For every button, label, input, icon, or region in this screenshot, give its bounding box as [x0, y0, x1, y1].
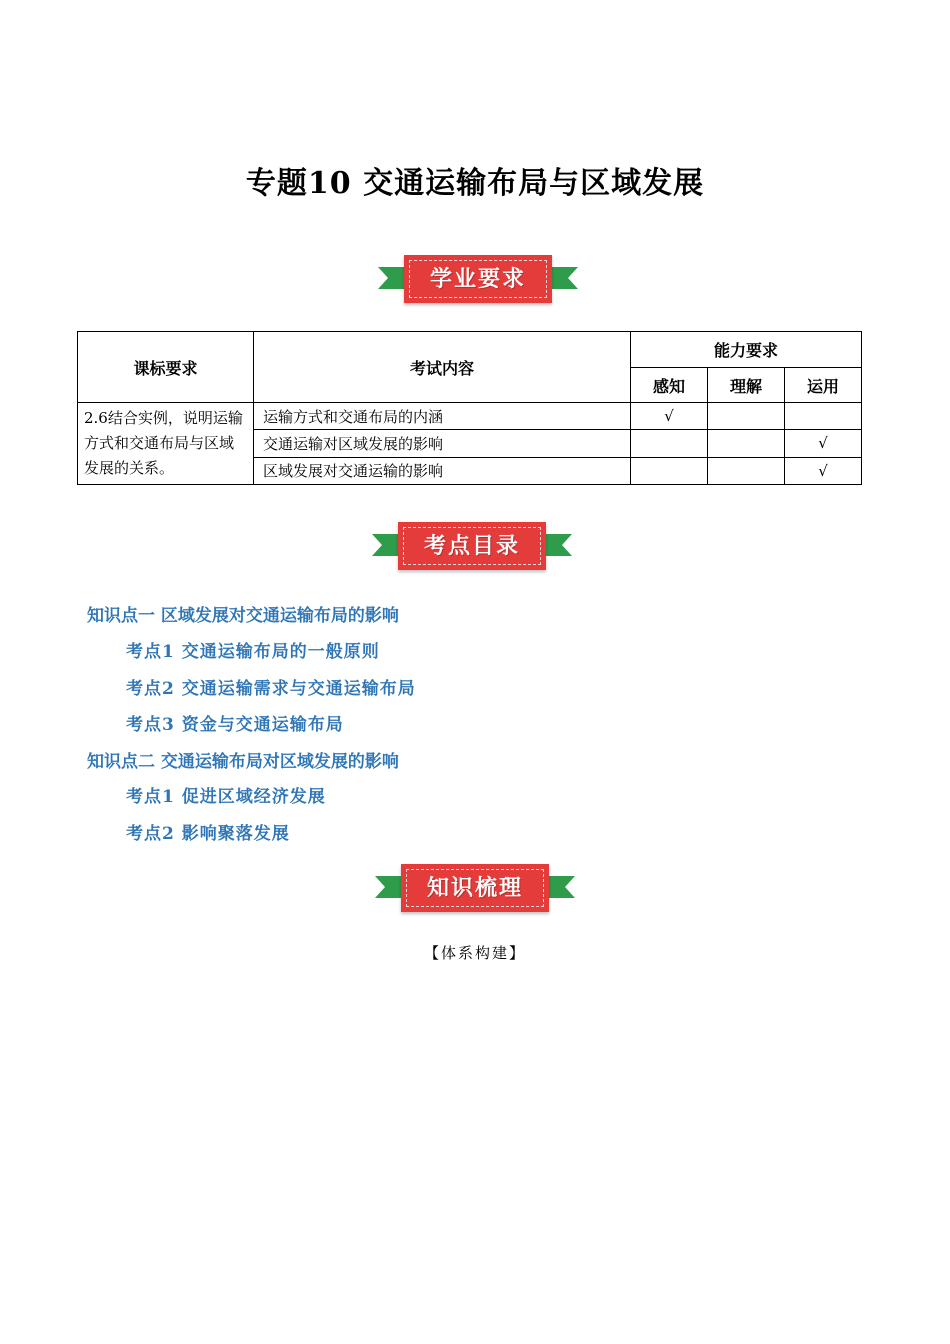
toc-knowledge-point-1[interactable]: 知识点一 区域发展对交通运输布局的影响	[87, 606, 399, 626]
standard-cell: 2.6结合实例，说明运输方式和交通布局与区域发展的关系。	[78, 403, 254, 485]
apply-cell: √	[785, 430, 862, 457]
understand-cell	[708, 403, 785, 430]
banner-label: 考点目录	[423, 534, 520, 559]
content-cell: 交通运输对区域发展的影响	[254, 430, 631, 457]
banner-label: 学业要求	[429, 267, 526, 292]
content-cell: 区域发展对交通运输的影响	[254, 457, 631, 484]
apply-cell	[785, 403, 862, 430]
header-standard: 课标要求	[78, 332, 254, 403]
header-content: 考试内容	[254, 332, 631, 403]
toc-exam-point[interactable]: 考点2 影响聚落发展	[126, 824, 290, 844]
toc-knowledge-point-2[interactable]: 知识点二 交通运输布局对区域发展的影响	[87, 752, 399, 772]
header-ability: 能力要求	[631, 332, 862, 368]
understand-cell	[708, 430, 785, 457]
header-apply: 运用	[785, 368, 862, 403]
apply-cell: √	[785, 457, 862, 484]
perceive-cell: √	[631, 403, 708, 430]
system-construction-label: 【体系构建】	[423, 944, 526, 962]
header-understand: 理解	[708, 368, 785, 403]
banner-box	[401, 864, 549, 912]
toc-exam-point[interactable]: 考点3 资金与交通运输布局	[126, 715, 344, 735]
page-title: 专题10 交通运输布局与区域发展	[245, 166, 705, 201]
banner-label: 知识梳理	[426, 876, 523, 901]
content-cell: 运输方式和交通布局的内涵	[254, 403, 631, 430]
toc-exam-point[interactable]: 考点2 交通运输需求与交通运输布局	[126, 679, 416, 699]
toc-exam-point[interactable]: 考点1 交通运输布局的一般原则	[126, 642, 380, 662]
perceive-cell	[631, 430, 708, 457]
banner-requirements	[378, 255, 578, 303]
requirements-table	[77, 331, 862, 485]
table-row	[78, 403, 862, 430]
toc-exam-point[interactable]: 考点1 促进区域经济发展	[126, 787, 326, 807]
header-perceive: 感知	[631, 368, 708, 403]
perceive-cell	[631, 457, 708, 484]
banner-box	[398, 522, 546, 570]
understand-cell	[708, 457, 785, 484]
banner-knowledge	[375, 864, 575, 912]
banner-box	[404, 255, 552, 303]
banner-catalog	[372, 522, 572, 570]
